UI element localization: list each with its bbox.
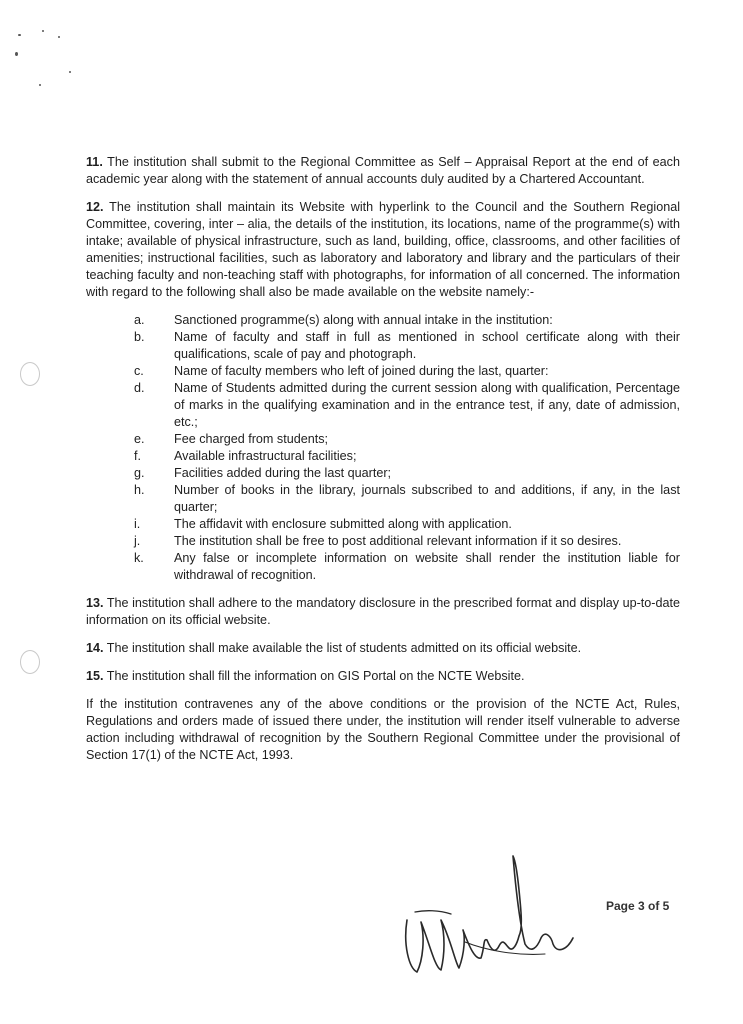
clause-13 <box>86 595 680 629</box>
list-item-label: k. <box>134 551 144 565</box>
list-item <box>86 312 680 329</box>
clause-11 <box>86 154 680 188</box>
clause-text: The institution shall submit to the Regional Committee as Self – Appraisal Report at the end of each academic year along with the statement of annual accounts duly audited by a Chartered Accountant. <box>86 155 680 186</box>
list-item-label: i. <box>134 517 141 531</box>
list-item <box>86 550 680 584</box>
list-item <box>86 431 680 448</box>
clause-number: 14. <box>86 641 104 655</box>
list-item <box>86 465 680 482</box>
list-item-text: Available infrastructural facilities; <box>174 449 357 463</box>
list-item-label: g. <box>134 466 145 480</box>
list-item-text: Name of faculty members who left of joined during the last, quarter: <box>174 364 549 378</box>
list-item-text: Number of books in the library, journals subscribed to and additions, if any, in the last quarter; <box>174 483 680 514</box>
page-number: Page 3 of 5 <box>606 899 670 913</box>
list-item <box>86 533 680 550</box>
scan-speck <box>69 71 71 73</box>
list-item-label: j. <box>134 534 141 548</box>
list-item-label: b. <box>134 330 145 344</box>
list-item-text: Name of Students admitted during the current session along with qualification, Percentage of marks in the qualifying examination and in the entrance test, if any, date of admission, etc.; <box>174 381 680 429</box>
list-item <box>86 482 680 516</box>
list-item-label: c. <box>134 364 144 378</box>
scan-speck <box>58 36 60 38</box>
scan-speck <box>42 30 44 32</box>
list-item-text: The institution shall be free to post additional relevant information if it so desires. <box>174 534 622 548</box>
closing-paragraph: If the institution contravenes any of the above conditions or the provision of the NCTE Act, Rules, Regulations and orders made of issued there under, the institution will render itself vulnerable to adverse action including withdrawal of recognition by the Southern Regional Committee under the provisional of Section 17(1) of the NCTE Act, 1993. <box>86 697 680 762</box>
scan-speck <box>39 84 41 86</box>
handwritten-signature <box>395 850 585 990</box>
list-item-label: f. <box>134 449 141 463</box>
list-item <box>86 516 680 533</box>
document-body <box>86 154 680 775</box>
list-item-text: Facilities added during the last quarter; <box>174 466 392 480</box>
clause-number: 13. <box>86 596 104 610</box>
website-disclosure-list <box>86 312 680 584</box>
clause-text: The institution shall make available the list of students admitted on its official website. <box>103 641 582 655</box>
clause-text: The institution shall adhere to the mandatory disclosure in the prescribed format and display up-to-date information on its official website. <box>86 596 680 627</box>
scan-speck <box>18 34 21 36</box>
clause-number: 15. <box>86 669 104 683</box>
clause-12 <box>86 199 680 301</box>
list-item-label: h. <box>134 483 145 497</box>
list-item-text: Sanctioned programme(s) along with annual intake in the institution: <box>174 313 553 327</box>
clause-15 <box>86 668 680 685</box>
clause-number: 12. <box>86 200 104 214</box>
clause-14 <box>86 640 680 657</box>
list-item-label: a. <box>134 313 145 327</box>
list-item <box>86 380 680 431</box>
list-item-text: Name of faculty and staff in full as mentioned in school certificate along with their qualifications, scale of pay and photograph. <box>174 330 680 361</box>
list-item-label: d. <box>134 381 145 395</box>
scan-speck <box>15 52 18 56</box>
list-item-text: The affidavit with enclosure submitted along with application. <box>174 517 512 531</box>
clause-number: 11. <box>86 155 103 169</box>
punch-hole-mark <box>20 650 40 674</box>
list-item <box>86 329 680 363</box>
list-item <box>86 448 680 465</box>
punch-hole-mark <box>20 362 40 386</box>
clause-text: The institution shall maintain its Website with hyperlink to the Council and the Southern Regional Committee, covering, inter – alia, the details of the institution, its locations, name of the programme(s) with intake; available of physical infrastructure, such as land, building, office, classrooms, and other facilities of amenities; instructional facilities, such as laboratory and laboratory and library and the particulars of their teaching faculty and non-teaching staff with photographs, for information of all concerned. The information with regard to the following shall also be made available on the website namely:- <box>86 200 680 299</box>
clause-text: The institution shall fill the information on GIS Portal on the NCTE Website. <box>103 669 525 683</box>
list-item-label: e. <box>134 432 145 446</box>
list-item <box>86 363 680 380</box>
list-item-text: Any false or incomplete information on website shall render the institution liable for withdrawal of recognition. <box>174 551 680 582</box>
list-item-text: Fee charged from students; <box>174 432 329 446</box>
